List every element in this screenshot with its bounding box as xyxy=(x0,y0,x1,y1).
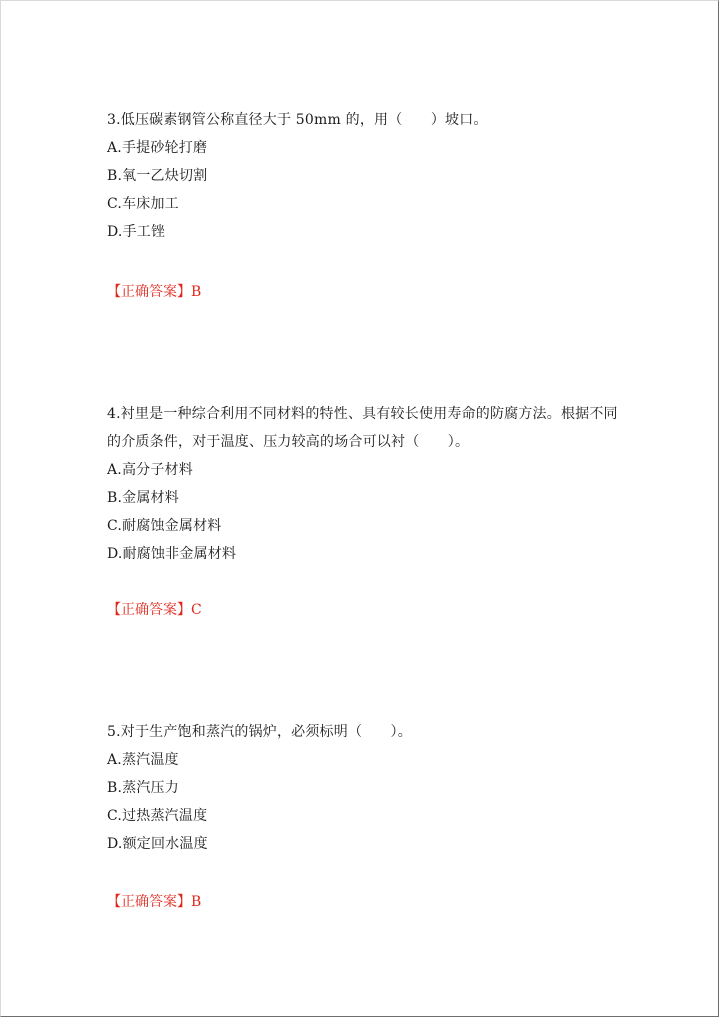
question-5-option-b: B.蒸汽压力 xyxy=(107,780,179,796)
question-4-option-d: D.耐腐蚀非金属材料 xyxy=(107,546,237,562)
question-5-option-a: A.蒸汽温度 xyxy=(107,752,179,768)
answer-value: B xyxy=(191,894,202,910)
answer-value: C xyxy=(191,602,202,618)
question-5-option-c: C.过热蒸汽温度 xyxy=(107,808,208,824)
question-5 xyxy=(107,718,627,858)
question-3-stem: 3.低压碳素钢管公称直径大于 50mm 的，用（ ）坡口。 xyxy=(107,112,488,128)
question-4-option-a: A.高分子材料 xyxy=(107,462,193,478)
answer-label: 【正确答案】 xyxy=(107,894,191,910)
question-5-stem: 5.对于生产饱和蒸汽的锅炉，必须标明（ ）。 xyxy=(107,724,412,740)
question-3 xyxy=(107,106,627,246)
question-5-answer xyxy=(107,892,201,912)
answer-label: 【正确答案】 xyxy=(107,602,191,618)
question-3-option-d: D.手工锉 xyxy=(107,224,166,240)
answer-label: 【正确答案】 xyxy=(107,284,191,300)
question-3-option-a: A.手提砂轮打磨 xyxy=(107,140,208,156)
question-4 xyxy=(107,400,627,568)
question-3-option-c: C.车床加工 xyxy=(107,196,179,212)
answer-value: B xyxy=(191,284,202,300)
question-5-option-d: D.额定回水温度 xyxy=(107,836,208,852)
question-3-answer xyxy=(107,282,201,302)
question-4-option-c: C.耐腐蚀金属材料 xyxy=(107,518,222,534)
question-4-answer xyxy=(107,600,202,620)
question-3-option-b: B.氧一乙炔切割 xyxy=(107,168,208,184)
question-4-stem: 4.衬里是一种综合利用不同材料的特性、具有较长使用寿命的防腐方法。根据不同的介质条件，对于温度、压力较高的场合可以衬（ ）。 xyxy=(107,406,618,450)
question-4-option-b: B.金属材料 xyxy=(107,490,179,506)
